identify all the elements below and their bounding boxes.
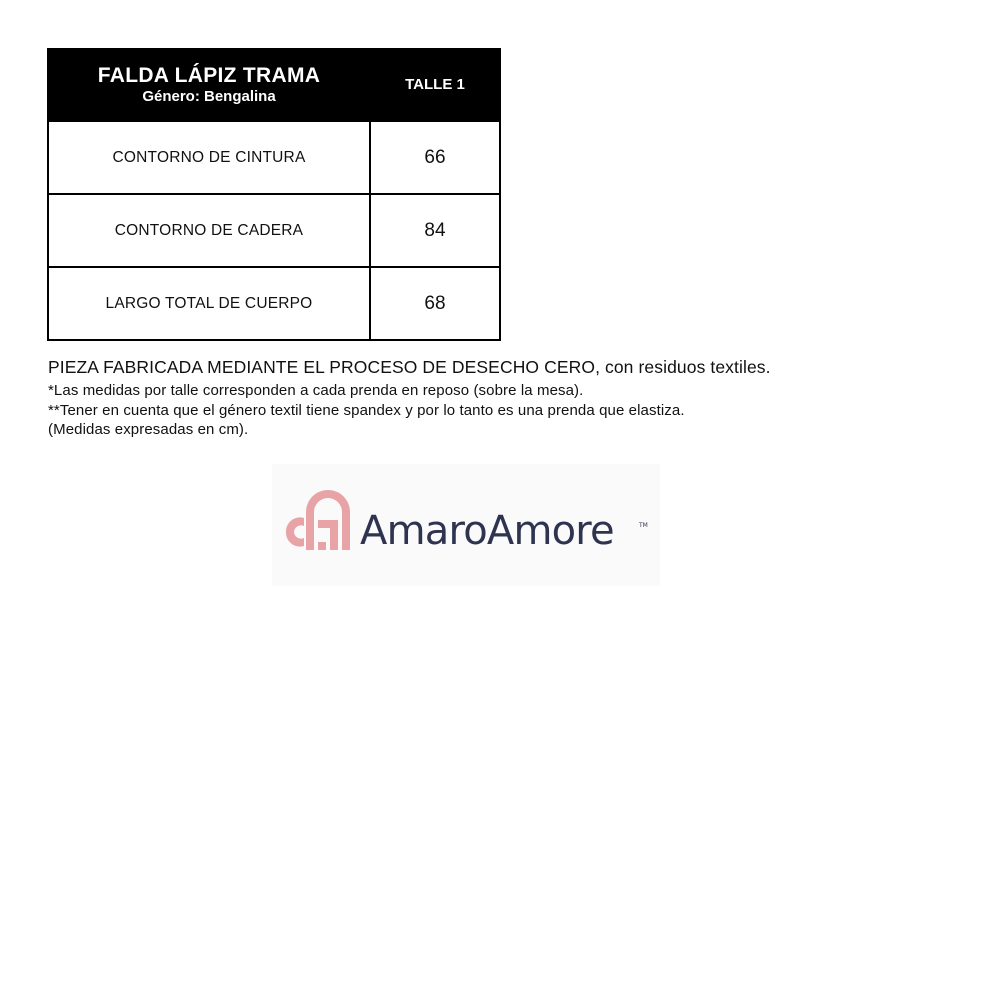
size-header-cell: [370, 49, 500, 121]
measure-value-length: 68: [370, 267, 500, 340]
size-header: TALLE 1: [405, 76, 465, 93]
measure-label-length: LARGO TOTAL DE CUERPO: [48, 267, 370, 340]
table-row: [48, 267, 500, 340]
table-row: [48, 194, 500, 267]
product-title: FALDA LÁPIZ TRAMA: [97, 64, 321, 87]
notes-block: [48, 356, 978, 440]
units-note: (Medidas expresadas en cm).: [48, 421, 249, 438]
measure-label-waist: CONTORNO DE CINTURA: [48, 121, 370, 194]
measurement-note: *Las medidas por talle corresponden a cada prenda en reposo (sobre la mesa).: [48, 382, 584, 399]
product-header-cell: [48, 49, 370, 121]
trademark-mark: TM: [639, 522, 648, 529]
size-table: [47, 48, 501, 341]
measure-value-hip: 84: [370, 194, 500, 267]
measure-value-waist: 66: [370, 121, 500, 194]
table-row: [48, 121, 500, 194]
table-header-row: [48, 49, 500, 121]
brand-mark-icon: [284, 484, 352, 552]
spandex-note: **Tener en cuenta que el género textil tiene spandex y por lo tanto es una prenda que elastiza.: [48, 401, 685, 419]
brand-name: AmaroAmore: [360, 508, 614, 554]
measure-label-hip: CONTORNO DE CADERA: [48, 194, 370, 267]
zero-waste-note: PIEZA FABRICADA MEDIANTE EL PROCESO DE DESECHO CERO, con residuos textiles.: [48, 357, 771, 377]
product-fabric: Género: Bengalina: [142, 88, 276, 105]
brand-logo: [272, 464, 660, 586]
